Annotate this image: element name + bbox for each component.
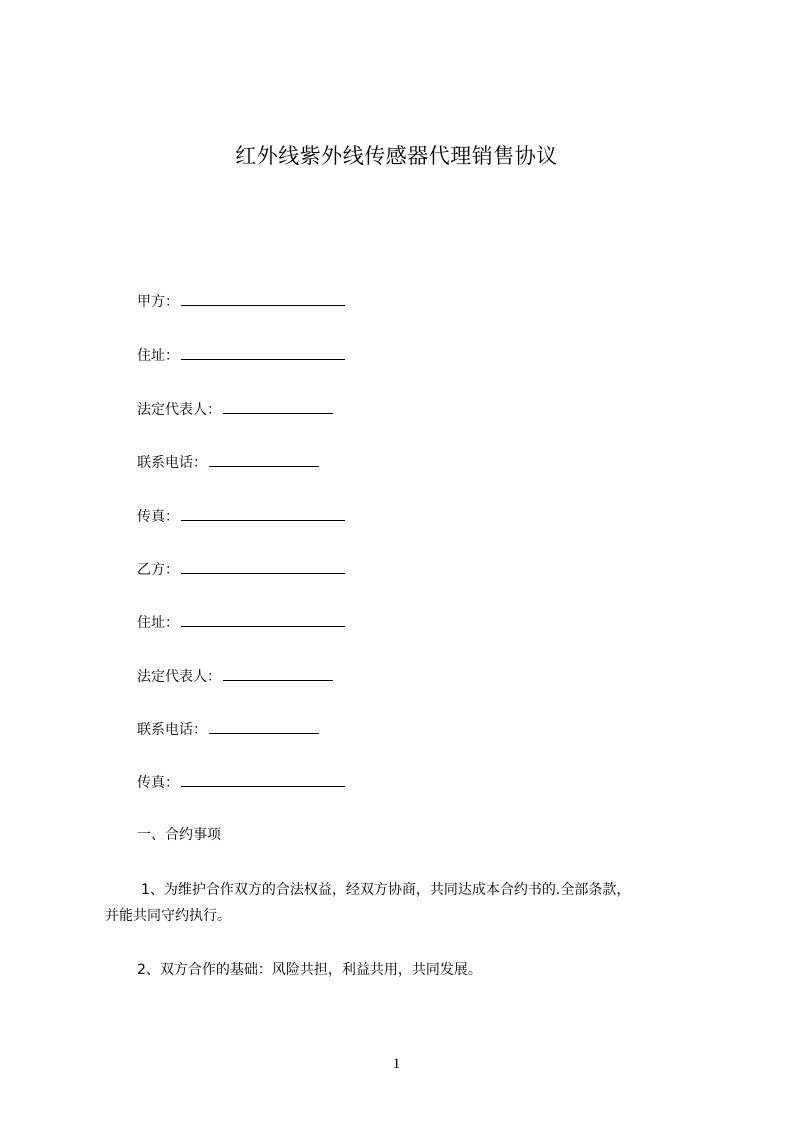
party-b-phone-field — [137, 719, 319, 740]
party-b-name-label: 乙方： — [137, 562, 179, 578]
party-b-address-field — [137, 612, 345, 633]
clause-1-line-1: 1、为维护合作双方的合法权益，经双方协商，共同达成本合约书的.全部条款， — [141, 882, 631, 898]
party-b-fax-field — [137, 772, 345, 793]
document-title: 红外线紫外线传感器代理销售协议 — [235, 144, 558, 168]
party-a-phone-blank — [209, 452, 319, 467]
party-b-rep-field — [137, 666, 333, 687]
party-a-rep-label: 法定代表人： — [137, 402, 221, 418]
party-a-address-field — [137, 345, 345, 366]
party-a-fax-blank — [181, 506, 345, 521]
party-a-name-blank — [181, 291, 345, 306]
party-b-fax-blank — [181, 772, 345, 787]
party-a-name-field — [137, 291, 345, 312]
party-b-phone-blank — [209, 719, 319, 734]
party-a-fax-label: 传真： — [137, 509, 179, 525]
party-a-phone-label: 联系电话： — [137, 455, 207, 471]
party-b-fax-label: 传真： — [137, 775, 179, 791]
party-b-address-label: 住址： — [137, 615, 179, 631]
clause-1-line-2: 并能共同守约执行。 — [105, 908, 231, 924]
party-b-rep-label: 法定代表人： — [137, 669, 221, 685]
party-a-rep-field — [137, 399, 333, 420]
party-a-address-blank — [181, 345, 345, 360]
clause-2: 2、双方合作的基础：风险共担，利益共用，共同发展。 — [137, 962, 482, 978]
party-b-rep-blank — [223, 666, 333, 681]
party-a-phone-field — [137, 452, 319, 473]
party-a-name-label: 甲方： — [137, 294, 179, 310]
page-number: 1 — [392, 1056, 401, 1072]
party-b-name-field — [137, 559, 345, 580]
party-a-fax-field — [137, 506, 345, 527]
party-b-address-blank — [181, 612, 345, 627]
party-b-phone-label: 联系电话： — [137, 722, 207, 738]
party-a-address-label: 住址： — [137, 348, 179, 364]
party-a-rep-blank — [223, 399, 333, 414]
party-b-name-blank — [181, 559, 345, 574]
section-1-heading: 一、合约事项 — [137, 827, 221, 843]
